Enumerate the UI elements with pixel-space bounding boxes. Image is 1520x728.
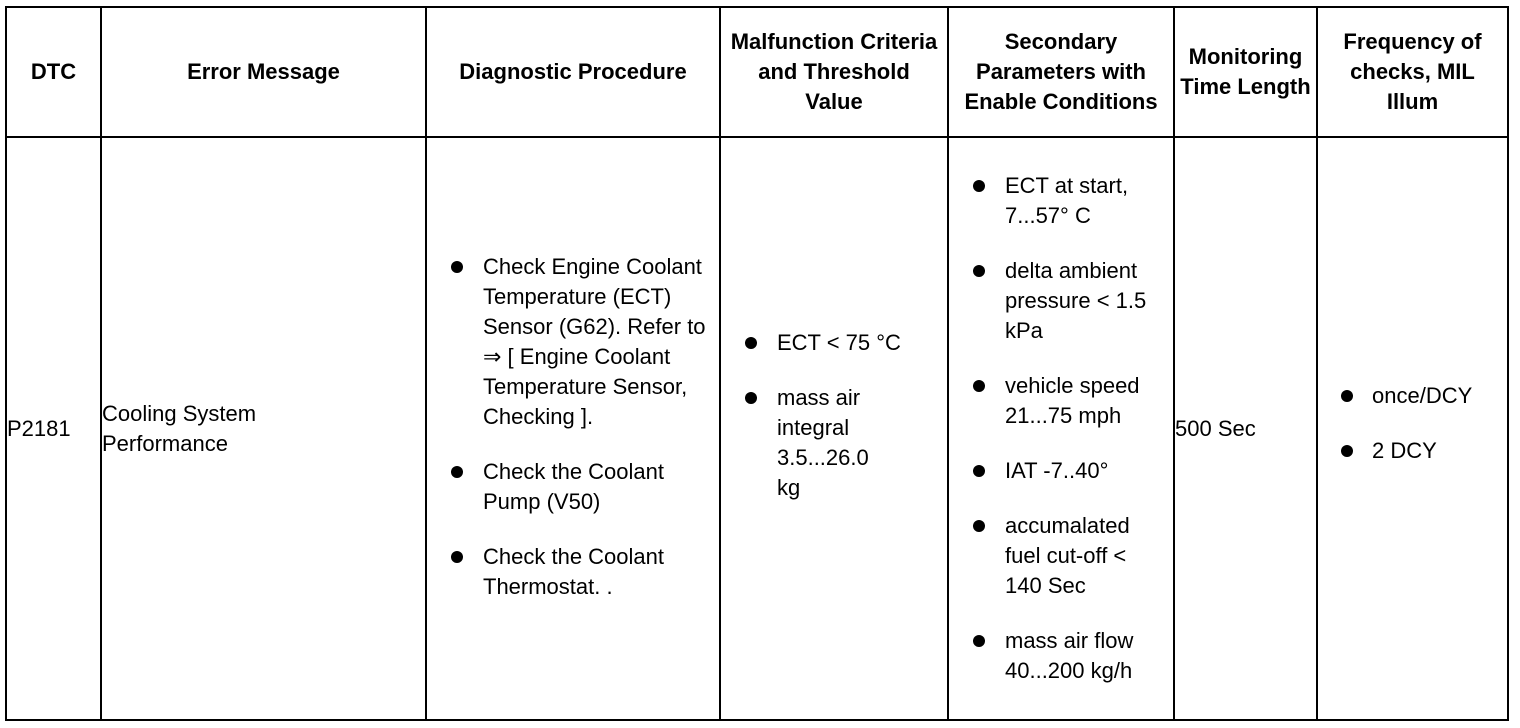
list-item: Check the Coolant Pump (V50) — [427, 457, 719, 517]
list-item: ECT at start, 7...57° C — [949, 171, 1173, 231]
dtc-table-sheet — [5, 6, 1509, 721]
bullet-icon — [451, 261, 463, 273]
header-diagnostic-procedure: Diagnostic Procedure — [426, 7, 720, 137]
cell-dtc: P2181 — [6, 137, 101, 720]
cell-diagnostic-procedure — [426, 137, 720, 720]
header-row — [6, 7, 1508, 137]
bullet-icon — [973, 180, 985, 192]
list-item: Check the Coolant Thermostat. . — [427, 542, 719, 602]
bullet-icon — [745, 337, 757, 349]
bullet-icon — [973, 635, 985, 647]
list-item: mass air flow 40...200 kg/h — [949, 626, 1173, 686]
bullet-icon — [973, 265, 985, 277]
procedure-list — [427, 252, 719, 602]
list-item: Check Engine Coolant Temperature (ECT) Sensor (G62). Refer to ⇒ [ Engine Coolant Temperature Sensor, Checking ]. — [427, 252, 719, 432]
bullet-icon — [451, 551, 463, 563]
list-item: IAT -7..40° — [949, 456, 1173, 486]
table-row — [6, 137, 1508, 720]
list-item: vehicle speed 21...75 mph — [949, 371, 1173, 431]
bullet-icon — [1341, 445, 1353, 457]
frequency-list — [1318, 381, 1507, 466]
list-item: delta ambient pressure < 1.5 kPa — [949, 256, 1173, 346]
bullet-icon — [745, 392, 757, 404]
list-item: once/DCY — [1318, 381, 1507, 411]
cell-error-message: Cooling System Performance — [101, 137, 426, 720]
bullet-icon — [973, 520, 985, 532]
list-item: mass air integral 3.5...26.0 kg — [721, 383, 947, 503]
list-item: accumalated fuel cut-off < 140 Sec — [949, 511, 1173, 601]
cell-secondary-parameters — [948, 137, 1174, 720]
header-malfunction-criteria: Malfunction Criteria and Threshold Value — [720, 7, 948, 137]
bullet-icon — [973, 380, 985, 392]
header-error-message: Error Message — [101, 7, 426, 137]
cell-monitoring-time: 500 Sec — [1174, 137, 1317, 720]
criteria-list — [721, 328, 947, 503]
secondary-parameter-list — [949, 171, 1173, 686]
bullet-icon — [1341, 390, 1353, 402]
header-monitoring-time: Monitoring Time Length — [1174, 7, 1317, 137]
bullet-icon — [451, 466, 463, 478]
cell-malfunction-criteria — [720, 137, 948, 720]
list-item: ECT < 75 °C — [721, 328, 947, 358]
dtc-table — [5, 6, 1509, 721]
bullet-icon — [973, 465, 985, 477]
list-item: 2 DCY — [1318, 436, 1507, 466]
header-dtc: DTC — [6, 7, 101, 137]
header-secondary-parameters: Secondary Parameters with Enable Conditions — [948, 7, 1174, 137]
header-frequency: Frequency of checks, MIL Illum — [1317, 7, 1508, 137]
cell-frequency — [1317, 137, 1508, 720]
